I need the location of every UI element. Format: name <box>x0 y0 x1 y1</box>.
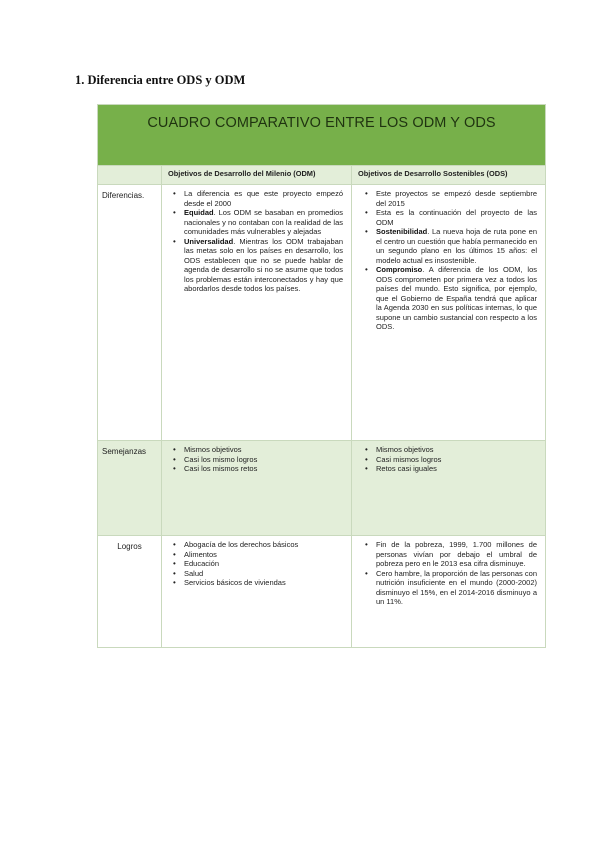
list-item-text: Mismos objetivos <box>376 445 434 454</box>
list-item-text: Esta es la continuación del proyecto de las ODM <box>376 208 537 227</box>
column-header-odm: Objetivos de Desarrollo del Milenio (ODM) <box>162 166 352 185</box>
list-item <box>184 540 343 550</box>
list-item-keyword: Compromiso <box>376 265 423 274</box>
list-item-text: Cero hambre, la proporción de las personas con nutrición insuficiente en el mundo (2000-2002) disminuyo el 15%, en el 2014-2016 disminuyo a un 11%. <box>376 568 537 606</box>
list-item-text: Casi mismos logros <box>376 454 442 464</box>
list-semejanzas-odm <box>162 441 351 478</box>
cell-logros-odm <box>162 536 352 648</box>
corner-cell <box>98 166 162 185</box>
list-item-text: . Los ODM se basaban en promedios nacionales y no contaban con la realidad de las comunidades más vulnerables y alejadas <box>184 208 343 236</box>
row-label-semejanzas: Semejanzas <box>98 441 162 536</box>
cell-semejanzas-odm <box>162 441 352 536</box>
list-item <box>184 559 343 569</box>
list-item-text: Este proyectos se empezó desde septiembre del 2015 <box>376 189 537 208</box>
list-item <box>376 208 537 227</box>
list-item-text: Servicios básicos de viviendas <box>184 578 286 587</box>
column-header-ods: Objetivos de Desarrollo Sostenibles (ODS) <box>352 166 546 185</box>
list-item-keyword: Sostenibilidad <box>376 227 428 236</box>
list-item-text: Abogacía de los derechos básicos <box>184 540 299 549</box>
list-item-keyword: Universalidad <box>184 236 234 246</box>
list-item <box>376 227 537 265</box>
list-semejanzas-ods <box>352 441 545 478</box>
list-item <box>376 569 537 607</box>
list-item-text: Salud <box>184 568 204 578</box>
list-item-text: Alimentos <box>184 549 217 559</box>
table-title: CUADRO COMPARATIVO ENTRE LOS ODM Y ODS <box>147 115 496 131</box>
cell-logros-ods <box>352 536 546 648</box>
comparison-table <box>97 104 546 648</box>
list-item-text: Retos casi iguales <box>376 464 437 473</box>
list-logros-odm <box>162 536 351 592</box>
list-item-text: Educación <box>184 559 220 568</box>
list-item <box>376 540 537 569</box>
list-logros-ods <box>352 536 545 611</box>
list-item-text: La diferencia es que este proyecto empezó desde el 2000 <box>184 189 343 208</box>
list-item-text: Mismos objetivos <box>184 445 242 454</box>
list-item <box>376 455 537 465</box>
section-heading: 1. Diferencia entre ODS y ODM <box>75 73 246 87</box>
row-label-logros: Logros <box>98 536 162 648</box>
cell-diferencias-ods <box>352 185 546 441</box>
list-item <box>376 265 537 332</box>
list-item-text: Casi los mismo logros <box>184 454 258 464</box>
row-label-diferencias: Diferencias. <box>98 185 162 441</box>
list-item-text: . A diferencia de los ODM, los ODS comprometen por primera vez a todos los países del mundo. Esto significa, por ejemplo, que el Gobierno de España tendrá que aplicar la Agenda 2030 en sus políticas internas, lo que supone un cambio sustancial con respecto a los ODS. <box>376 265 537 331</box>
list-item <box>184 208 343 237</box>
list-item <box>184 569 343 579</box>
list-item <box>184 550 343 560</box>
list-diferencias-ods <box>352 185 545 336</box>
list-item-text: . Mientras los ODM trabajaban las metas solo en los países en desarrollo, los ODS establecen que no se puede hablar de agenda de desarrollo si no se asume que todos los problemas están interconectados y hay que abordarlos desde todos los países. <box>184 236 343 293</box>
list-item <box>184 189 343 208</box>
cell-diferencias-odm <box>162 185 352 441</box>
list-item-keyword: Equidad <box>184 208 214 217</box>
list-item <box>376 445 537 455</box>
list-item <box>184 237 343 294</box>
list-item-text: . La nueva hoja de ruta pone en el centro un cuestión que había permanecido en un segundo plano en los últimos 15 años: el modelo actual es insostenible. <box>376 227 537 265</box>
list-item <box>184 445 343 455</box>
list-item <box>184 578 343 588</box>
list-item <box>184 464 343 474</box>
list-diferencias-odm <box>162 185 351 298</box>
list-item-text: Casi los mismos retos <box>184 464 258 473</box>
list-item <box>376 464 537 474</box>
list-item <box>376 189 537 208</box>
list-item <box>184 455 343 465</box>
list-item-text: Fin de la pobreza, 1999, 1.700 millones de personas vivían por debajo el umbral de pobreza pero en le 2013 esa cifra disminuye. <box>376 540 537 568</box>
cell-semejanzas-ods <box>352 441 546 536</box>
table-title-cell <box>98 105 546 166</box>
